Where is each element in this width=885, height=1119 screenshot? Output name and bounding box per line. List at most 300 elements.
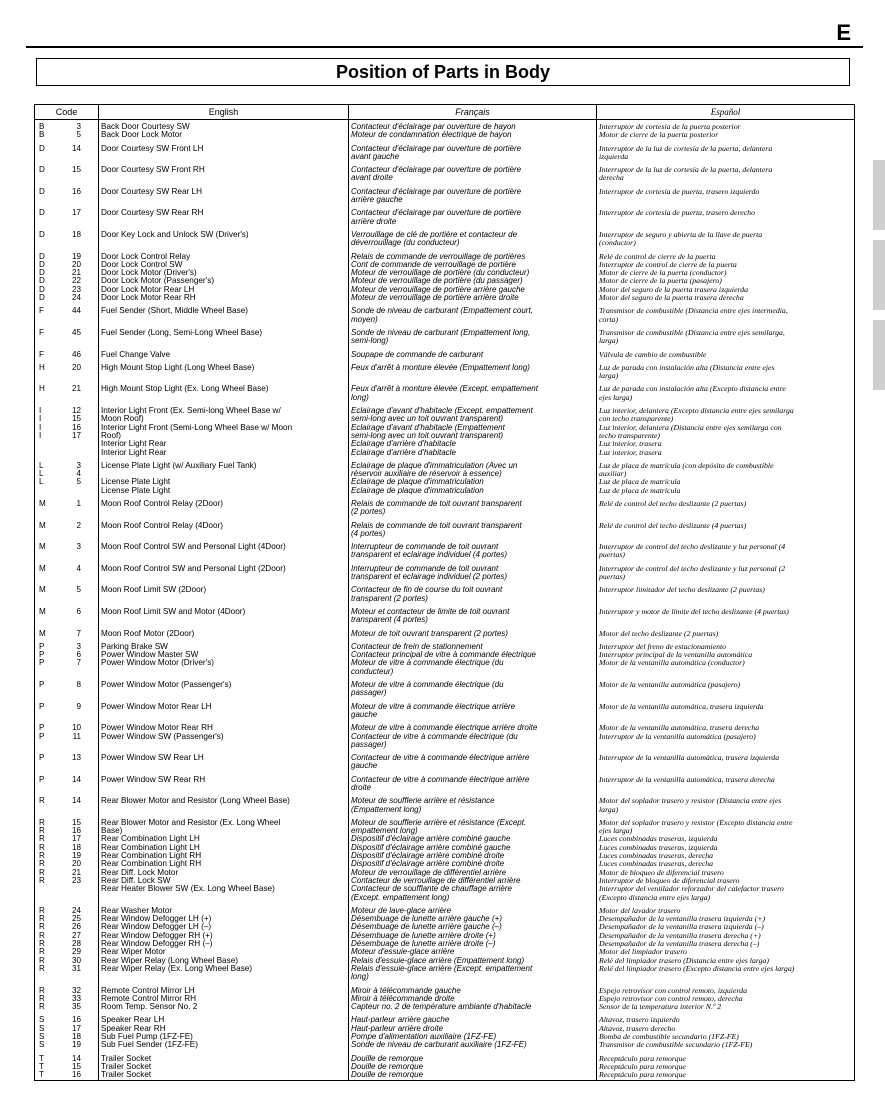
spanish-line: Motor de la ventanilla automática, trasera derecha [599, 724, 760, 733]
code-line [37, 877, 96, 885]
spanish-line: Receptáculo para remorque [599, 1062, 686, 1071]
code-line [37, 351, 96, 359]
french-cell [349, 581, 597, 603]
spanish-line: Luz interior, trasera [599, 448, 662, 457]
code-letter: S [39, 1033, 45, 1042]
code-line [37, 415, 96, 423]
spanish-line [599, 784, 852, 792]
french-line: Eclairage d'avant d'habitacle (Except. empattement [351, 407, 533, 416]
code-cell [35, 380, 99, 402]
french-line: Moteur de soufflerie arrière et résistance (Except. [351, 818, 527, 827]
code-number: 4 [76, 564, 81, 573]
english-line: Trailer Socket [101, 1062, 152, 1071]
english-line: Power Window Motor Rear LH [101, 702, 212, 711]
spanish-cell [597, 226, 855, 248]
code-line [37, 595, 96, 603]
spanish-cell [597, 346, 855, 359]
french-cell [349, 792, 597, 814]
code-number: 44 [71, 307, 81, 316]
spanish-cell [597, 581, 855, 603]
table-row [35, 457, 855, 495]
code-cell [35, 638, 99, 676]
code-line [37, 462, 96, 470]
table-row [35, 1011, 855, 1049]
spanish-line: Luz interior, trasera [599, 440, 662, 449]
code-cell [35, 581, 99, 603]
code-line [37, 1041, 96, 1049]
spanish-line: Espejo retrovisor con control remoto, izquierda [599, 986, 747, 995]
french-line: semi-long avec un toit ouvrant transparent) [351, 415, 504, 424]
table-row [35, 538, 855, 560]
english-cell [99, 719, 349, 749]
english-cell [99, 359, 349, 381]
spanish-line: auxiliar) [599, 470, 627, 479]
spanish-cell [597, 676, 855, 698]
english-line: Door Key Lock and Unlock SW (Driver's) [101, 230, 249, 239]
french-cell [349, 638, 597, 676]
spanish-line: Luz de placa de matrícula [599, 478, 681, 487]
spanish-line: Luz de placa de matrícula (con depósito de combustible [599, 461, 774, 470]
spanish-line: larga) [599, 805, 619, 814]
code-line [37, 153, 96, 161]
english-cell [99, 638, 349, 676]
spanish-line: Bomba de combustible secundario (1FZ-FE) [599, 1033, 739, 1042]
spanish-line [599, 668, 852, 676]
code-letter: P [39, 732, 45, 741]
french-line: Pompe d'alimentation auxiliaire (1FZ-FE) [351, 1033, 497, 1042]
code-line [37, 651, 96, 659]
code-letter: D [39, 277, 45, 286]
code-line [37, 689, 96, 697]
english-line: Rear Combination Light RH [101, 852, 202, 861]
spanish-line: larga) [599, 337, 619, 346]
code-line [37, 573, 96, 581]
spanish-line: Motor del seguro de la puerta trasera derecha [599, 294, 744, 303]
code-number: 15 [71, 415, 81, 424]
french-cell [349, 538, 597, 560]
english-cell [99, 698, 349, 720]
table-row [35, 248, 855, 303]
english-cell [99, 183, 349, 205]
code-letter: L [39, 478, 44, 487]
spanish-cell [597, 359, 855, 381]
english-line [101, 894, 346, 902]
spanish-cell [597, 603, 855, 625]
french-cell [349, 749, 597, 771]
english-line [101, 239, 346, 247]
column-header-spanish: Español [597, 105, 855, 120]
spanish-line [599, 741, 852, 749]
code-number: 1 [76, 499, 81, 508]
english-cell [99, 346, 349, 359]
code-line [37, 827, 96, 835]
code-letter: R [39, 827, 45, 836]
code-line [37, 1055, 96, 1063]
code-cell [35, 359, 99, 381]
code-letter: T [39, 1054, 44, 1063]
code-line [37, 1003, 96, 1011]
code-cell [35, 302, 99, 324]
spanish-line [599, 196, 852, 204]
spanish-line: Interruptor de cortesía de puerta, trasero derecho [599, 209, 755, 218]
english-cell [99, 140, 349, 162]
spanish-line: Interruptor y motor de límite del techo deslizante (4 puertas) [599, 607, 789, 616]
spanish-cell [597, 771, 855, 793]
table-row [35, 625, 855, 638]
code-letter: M [39, 607, 46, 616]
english-line: Door Courtesy SW Front LH [101, 144, 204, 153]
code-line [37, 1033, 96, 1041]
spanish-line: Interruptor del ventilador reforzador del calefactor trasero [599, 885, 784, 894]
spanish-line: Luces combinadas traseras, izquierda [599, 835, 718, 844]
table-row [35, 982, 855, 1012]
code-letter: H [39, 363, 45, 372]
code-letter: I [39, 431, 42, 440]
code-cell [35, 698, 99, 720]
english-line: Power Window SW Rear LH [101, 754, 204, 763]
french-line: Moteur de soufflerie arrière et résistance [351, 797, 495, 806]
spanish-line: ejes larga) [599, 393, 633, 402]
code-line [37, 586, 96, 594]
spanish-cell [597, 560, 855, 582]
french-line: Dispositif d'éclairage arrière combiné droite [351, 852, 505, 861]
english-cell [99, 749, 349, 771]
french-line: Capteur no. 2 de température ambiante d'habitacle [351, 1003, 532, 1012]
english-line: Back Door Lock Motor [101, 131, 182, 140]
code-line [37, 286, 96, 294]
code-letter: F [39, 328, 44, 337]
french-line: Moteur de verrouillage de portière (du passager) [351, 277, 523, 286]
spanish-line: izquierda [599, 152, 629, 161]
code-cell [35, 495, 99, 517]
code-cell [35, 625, 99, 638]
spanish-line: puertas) [599, 573, 625, 582]
french-line: Moteur de verrouillage de portière (du conducteur) [351, 269, 530, 278]
code-line [37, 797, 96, 805]
french-cell [349, 457, 597, 495]
code-letter: M [39, 586, 46, 595]
english-line: Speaker Rear RH [101, 1024, 166, 1033]
french-cell [349, 346, 597, 359]
code-number: 14 [71, 775, 81, 784]
english-line [101, 711, 346, 719]
spanish-line: (Excepto distancia entre ejes larga) [599, 893, 711, 902]
english-cell [99, 625, 349, 638]
code-cell [35, 538, 99, 560]
english-line: Door Lock Motor (Driver's) [101, 269, 197, 278]
french-line: Désembuage de lunette arrière droite (–) [351, 940, 496, 949]
table-row [35, 698, 855, 720]
column-header-english: English [99, 105, 349, 120]
spanish-cell [597, 183, 855, 205]
spanish-cell [597, 625, 855, 638]
spanish-line: Receptáculo para remorque [599, 1054, 686, 1063]
code-cell [35, 517, 99, 539]
code-letter: R [39, 1003, 45, 1012]
code-letter: R [39, 940, 45, 949]
english-cell [99, 324, 349, 346]
code-letter: I [39, 415, 42, 424]
french-cell [349, 248, 597, 303]
french-line: arrière gauche [351, 196, 403, 205]
english-line [101, 153, 346, 161]
french-line: Eclairage de plaque d'immatriculation [351, 478, 484, 487]
spanish-line: Interruptor de la luz de cortesía de la puerta, delantera [599, 144, 773, 153]
french-line: Moteur de vitre à commande électrique (du [351, 681, 504, 690]
french-line: Contacteur d'éclairage par ouverture de hayon [351, 123, 516, 131]
code-cell [35, 1011, 99, 1049]
french-line [351, 372, 594, 380]
code-line [37, 806, 96, 814]
spanish-line: larga) [599, 372, 619, 381]
code-line [37, 711, 96, 719]
code-line [37, 470, 96, 478]
code-number: 17 [71, 209, 81, 218]
code-number: 20 [71, 363, 81, 372]
english-line: Door Courtesy SW Rear RH [101, 209, 204, 218]
code-line [37, 776, 96, 784]
code-cell [35, 161, 99, 183]
english-cell [99, 792, 349, 814]
spanish-line: Relé de control de cierre de la puerta [599, 252, 716, 261]
page-tab-marker [873, 320, 885, 390]
code-cell [35, 902, 99, 982]
code-letter: B [39, 123, 45, 131]
table-row [35, 204, 855, 226]
french-line: Douille de remorque [351, 1054, 424, 1063]
spanish-line: Motor del limpiador trasero [599, 948, 687, 957]
english-line: Interior Light Rear [101, 440, 167, 449]
french-line: Contacteur de verrouillage de différentiel arrière [351, 876, 521, 885]
english-cell [99, 120, 349, 140]
english-line [101, 689, 346, 697]
code-cell [35, 814, 99, 902]
table-row [35, 380, 855, 402]
spanish-line: Desempañador de la ventanilla trasera izquierda (–) [599, 923, 764, 932]
french-line: (Except. empattement long) [351, 893, 450, 902]
french-line: Moteur de verrouillage de différentiel arrière [351, 868, 507, 877]
french-line: Feux d'arrêt à monture élevée (Empattement long) [351, 363, 530, 372]
code-number: 19 [71, 1041, 81, 1050]
french-line: Feux d'arrêt à monture élevée (Except. empattement [351, 385, 538, 394]
english-cell [99, 226, 349, 248]
french-line: Haut-parleur arrière gauche [351, 1016, 450, 1025]
french-line: droite [351, 784, 372, 792]
french-line: Désembuage de lunette arrière droite (+) [351, 931, 496, 940]
code-number: 9 [76, 702, 81, 711]
code-number: 27 [71, 931, 81, 940]
spanish-cell [597, 749, 855, 771]
english-line [101, 784, 346, 792]
spanish-line [599, 711, 852, 719]
spanish-line [599, 689, 852, 697]
code-letter: R [39, 906, 45, 915]
code-letter: R [39, 964, 45, 973]
english-line: Rear Heater Blower SW (Ex. Long Wheel Base) [101, 885, 275, 894]
code-number: 24 [71, 906, 81, 915]
code-line [37, 188, 96, 196]
code-letter: P [39, 754, 45, 763]
code-letter: R [39, 797, 45, 806]
english-line: Fuel Sender (Short, Middle Wheel Base) [101, 307, 248, 316]
spanish-line: Interruptor de control del techo deslizante y luz personal (4 [599, 543, 786, 552]
french-cell [349, 814, 597, 902]
code-letter: S [39, 1024, 45, 1033]
english-line [101, 595, 346, 603]
spanish-line: Interruptor limitador del techo deslizante (2 puertas) [599, 586, 765, 595]
french-line: (2 portes) [351, 508, 386, 517]
code-letter: R [39, 876, 45, 885]
french-cell [349, 560, 597, 582]
french-line: Désembuage de lunette arrière gauche (–) [351, 923, 502, 932]
french-line: Moteur de vitre à commande électrique arrière droite [351, 724, 538, 733]
english-line [101, 741, 346, 749]
spanish-line: Transmisor de combustible (Distancia entre ejes intermedia, [599, 307, 788, 316]
english-line [101, 218, 346, 226]
code-cell [35, 140, 99, 162]
code-line [37, 630, 96, 638]
english-line: License Plate Light (w/ Auxiliary Fuel Tank) [101, 461, 257, 470]
french-cell [349, 1011, 597, 1049]
spanish-line [599, 595, 852, 603]
english-line [101, 337, 346, 345]
spanish-line: ejes larga) [599, 827, 633, 836]
french-cell [349, 517, 597, 539]
code-line [37, 852, 96, 860]
spanish-cell [597, 161, 855, 183]
code-line [37, 948, 96, 956]
french-cell [349, 982, 597, 1012]
code-letter: D [39, 209, 45, 218]
french-line: Moteur de toit ouvrant transparent (2 portes) [351, 629, 508, 638]
table-row [35, 560, 855, 582]
french-line: Contacteur d'éclairage par ouverture de portière [351, 144, 522, 153]
code-line [37, 253, 96, 261]
spanish-line: Interruptor principal de la ventanilla automática [599, 651, 753, 660]
table-row [35, 603, 855, 625]
spanish-cell [597, 814, 855, 902]
spanish-line: Motor de cierre de la puerta (pasajero) [599, 277, 722, 286]
english-line: Rear Window Defogger LH (–) [101, 923, 212, 932]
code-line [37, 307, 96, 315]
english-line [101, 762, 346, 770]
code-letter: I [39, 423, 42, 432]
code-letter: P [39, 681, 45, 690]
code-line [37, 131, 96, 139]
french-line: Verrouillage de clé de portière et contacteur de [351, 230, 518, 239]
spanish-line: Transmisor de combustible (Distancia entre ejes semilarga, [599, 328, 785, 337]
french-line: semi-long) [351, 337, 389, 346]
spanish-line: derecha [599, 174, 624, 183]
code-number: 5 [76, 586, 81, 595]
code-number: 16 [71, 423, 81, 432]
code-number: 28 [71, 940, 81, 949]
english-cell [99, 560, 349, 582]
code-number: 45 [71, 328, 81, 337]
code-line [37, 394, 96, 402]
french-line: Contacteur de vitre à commande électrique (du [351, 732, 518, 741]
table-row [35, 719, 855, 749]
english-line: High Mount Stop Light (Long Wheel Base) [101, 363, 255, 372]
spanish-cell [597, 140, 855, 162]
english-line: Sub Fuel Pump (1FZ-FE) [101, 1033, 193, 1042]
french-line: Interrupteur de commande de toit ouvrant [351, 543, 499, 552]
french-line: Miroir à télécommande gauche [351, 986, 461, 995]
code-number: 3 [76, 461, 81, 470]
code-line [37, 372, 96, 380]
french-line: Contacteur de vitre à commande électrique arrière [351, 775, 530, 784]
spanish-cell [597, 698, 855, 720]
code-number: 6 [76, 607, 81, 616]
code-number: 3 [76, 123, 81, 131]
code-number: 10 [71, 724, 81, 733]
french-line: moyen) [351, 315, 378, 324]
code-number: 16 [71, 1071, 81, 1080]
french-cell [349, 902, 597, 982]
spanish-cell [597, 204, 855, 226]
english-line: Rear Wiper Motor [101, 948, 166, 957]
code-number: 11 [72, 732, 81, 741]
table-row [35, 183, 855, 205]
english-line: Rear Washer Motor [101, 906, 173, 915]
code-number: 17 [71, 1024, 81, 1033]
code-line [37, 681, 96, 689]
french-line: Moteur de lave-glace arrière [351, 906, 452, 915]
spanish-line: con techo transparente) [599, 415, 674, 424]
english-line: Base) [101, 827, 123, 836]
french-line: Contacteur d'éclairage par ouverture de portière [351, 166, 522, 175]
spanish-line: Interruptor del freno de estacionamiento [599, 642, 727, 651]
english-cell [99, 902, 349, 982]
spanish-line: Receptáculo para remorque [599, 1071, 686, 1080]
english-line: Door Courtesy SW Rear LH [101, 187, 203, 196]
code-cell [35, 204, 99, 226]
english-line [101, 174, 346, 182]
french-line: Miroir à télécommande droite [351, 994, 455, 1003]
english-line: Moon Roof Control Relay (2Door) [101, 499, 223, 508]
code-number: 46 [71, 350, 81, 359]
code-letter: R [39, 818, 45, 827]
code-letter: L [39, 470, 44, 479]
code-number: 32 [71, 986, 81, 995]
french-line: avant gauche [351, 152, 400, 161]
english-line: Interior Light Rear [101, 448, 167, 457]
code-number: 20 [71, 260, 81, 269]
code-line [37, 907, 96, 915]
french-cell [349, 204, 597, 226]
english-cell [99, 161, 349, 183]
code-line [37, 932, 96, 940]
french-line: transparent et eclairage individuel (2 portes) [351, 573, 508, 582]
spanish-line [599, 973, 852, 981]
spanish-line: Motor del techo deslizante (2 puertas) [599, 629, 719, 638]
spanish-line: Interruptor de control de cierre de la puerta [599, 260, 737, 269]
english-line: Power Window Motor (Driver's) [101, 659, 215, 668]
english-cell [99, 538, 349, 560]
spanish-line: Interruptor de la ventanilla automática (pasajero) [599, 732, 756, 741]
french-line: long) [351, 973, 369, 982]
spanish-line: Interruptor de la ventanilla automática, trasera izquierda [599, 754, 780, 763]
code-line [37, 508, 96, 516]
code-line [37, 145, 96, 153]
english-line [101, 973, 346, 981]
table-row [35, 120, 855, 140]
code-number: 16 [71, 1016, 81, 1025]
code-letter: R [39, 860, 45, 869]
french-line: Contacteur de soufflante de chauffage arrière [351, 885, 512, 894]
page-tab-marker [873, 240, 885, 310]
spanish-line [599, 508, 852, 516]
